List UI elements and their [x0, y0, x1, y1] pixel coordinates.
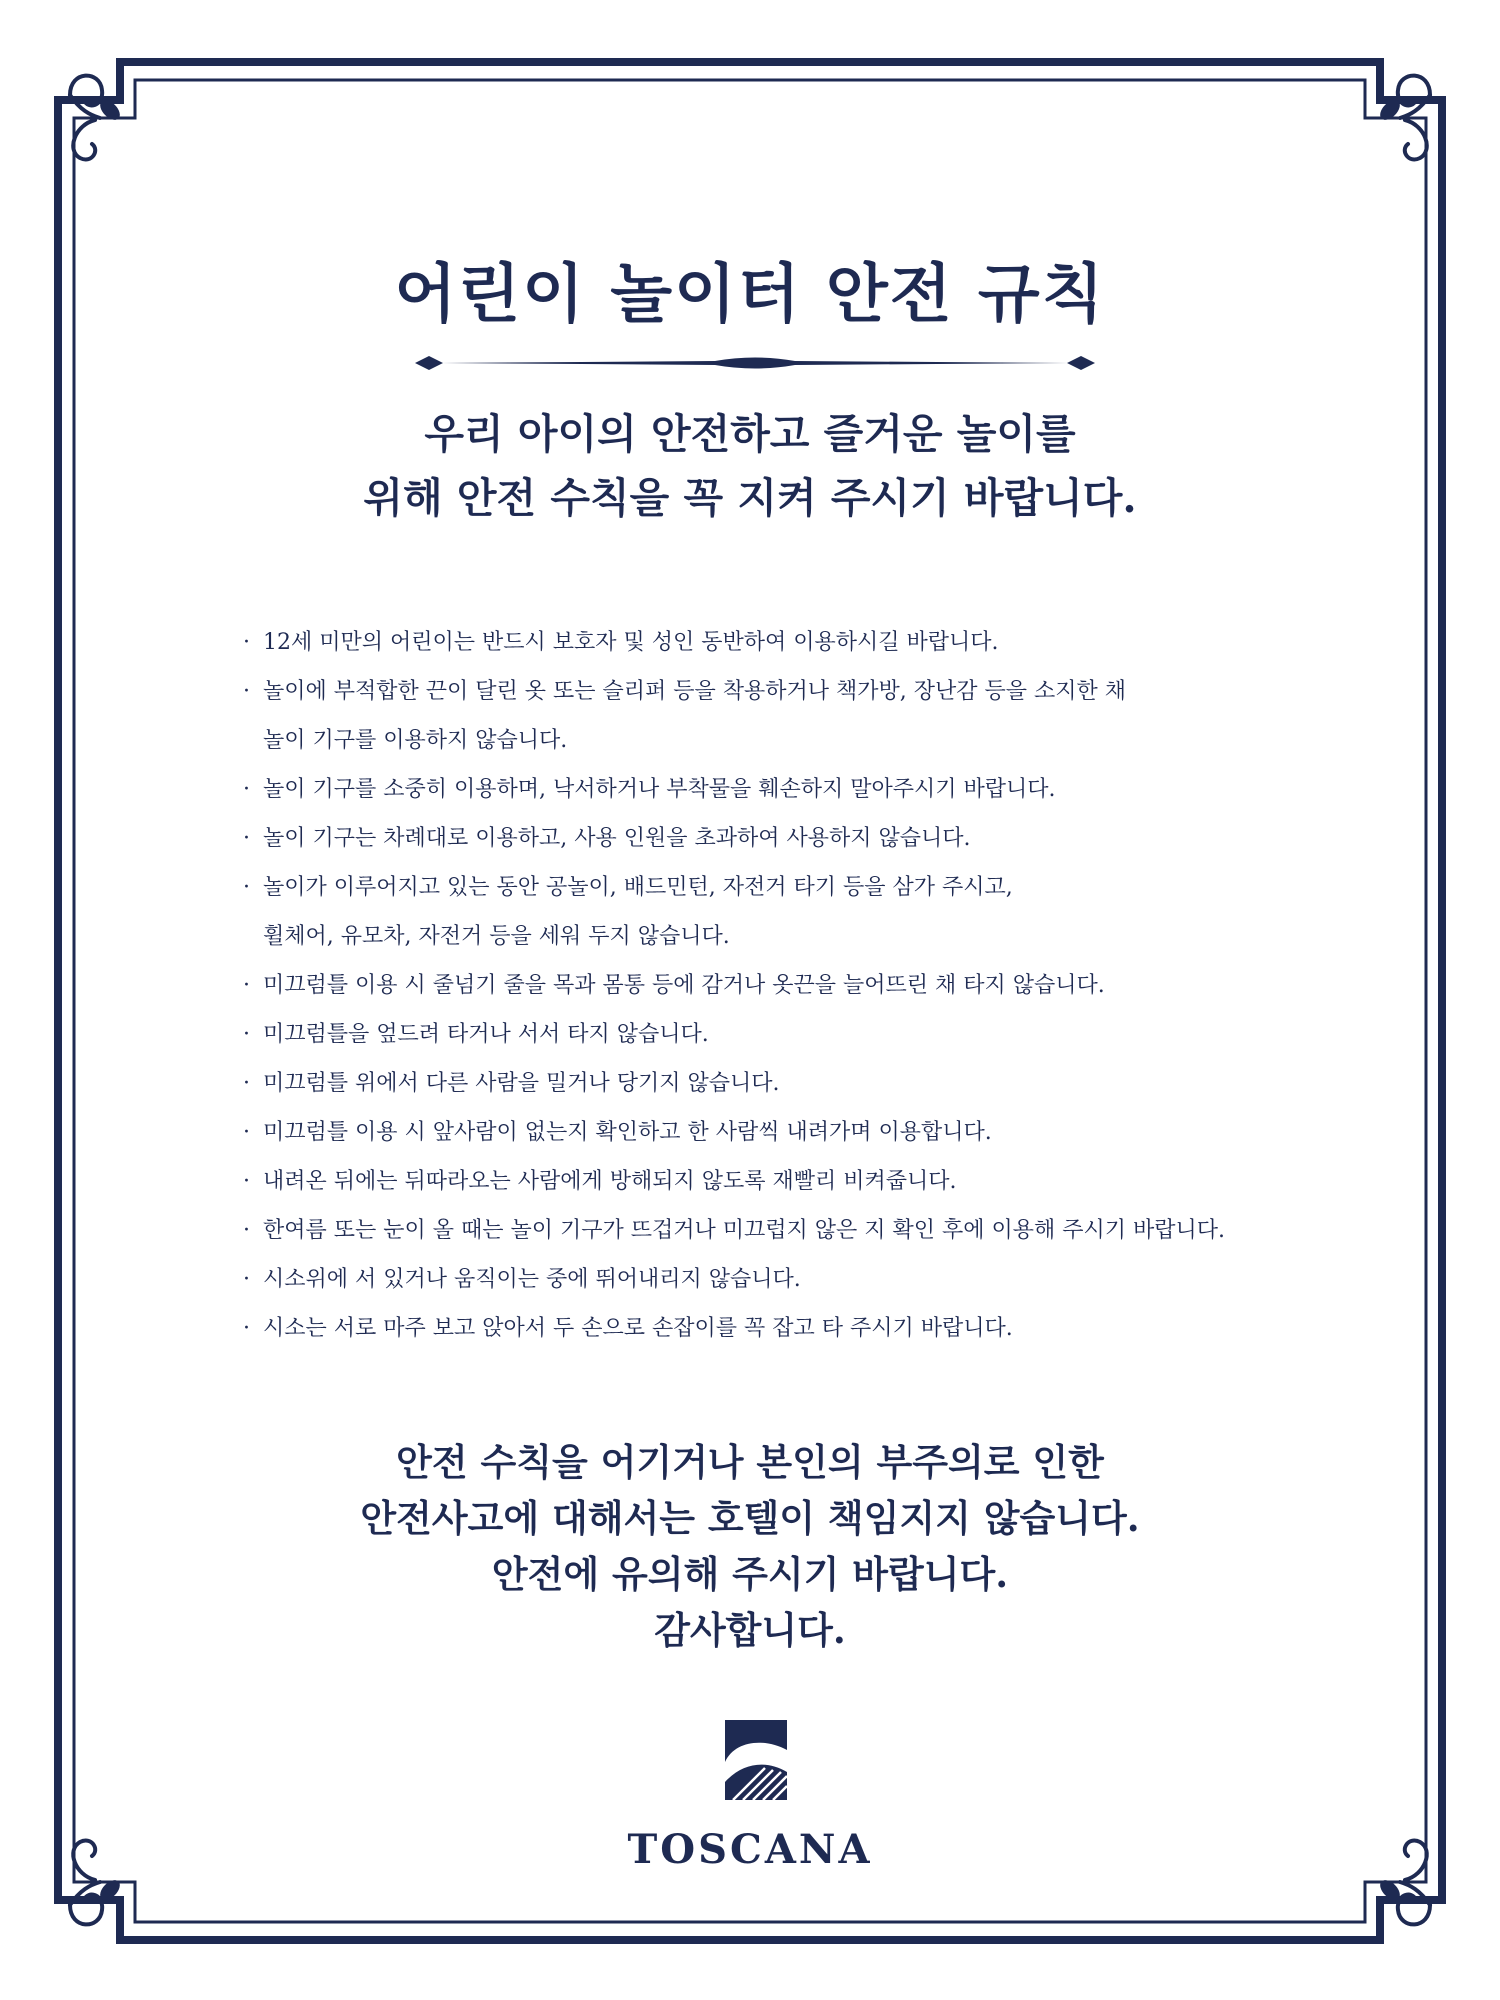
rule-text: 놀이 기구를 소중히 이용하며, 낙서하거나 부착물을 훼손하지 말아주시기 바랍니다.: [263, 777, 1056, 802]
page-title: 어린이 놀이터 안전 규칙: [394, 257, 1106, 332]
list-item: [243, 961, 1373, 1010]
bullet-icon: ·: [243, 1022, 250, 1047]
bullet-icon: ·: [243, 630, 250, 655]
rule-text: 시소는 서로 마주 보고 앉아서 두 손으로 손잡이를 꼭 잡고 타 주시기 바랍니다.: [263, 1316, 1013, 1341]
rule-text-continued: 놀이 기구를 이용하지 않습니다.: [263, 728, 568, 753]
rule-text: 내려온 뒤에는 뒤따라오는 사람에게 방해되지 않도록 재빨리 비켜줍니다.: [263, 1169, 957, 1194]
rule-text: 한여름 또는 눈이 올 때는 놀이 기구가 뜨겁거나 미끄럽지 않은 지 확인 후에 이용해 주시기 바랍니다.: [263, 1218, 1225, 1243]
closing-line: 안전에 유의해 주시기 바랍니다.: [491, 1552, 1009, 1596]
closing-line: 안전사고에 대해서는 호텔이 책임지지 않습니다.: [360, 1496, 1140, 1540]
bullet-icon: ·: [243, 1316, 250, 1341]
bullet-icon: ·: [243, 826, 250, 851]
list-item: [243, 863, 1373, 961]
list-item: [243, 1010, 1373, 1059]
list-item: [243, 618, 1373, 667]
list-item: [243, 1206, 1373, 1255]
rule-text: 12세 미만의 어린이는 반드시 보호자 및 성인 동반하여 이용하시길 바랍니다.: [263, 630, 999, 655]
bullet-icon: ·: [243, 1218, 250, 1243]
rule-text: 놀이에 부적합한 끈이 달린 옷 또는 슬리퍼 등을 착용하거나 책가방, 장난감 등을 소지한 채: [263, 679, 1126, 704]
closing-notice: [0, 1434, 1500, 1658]
list-item: [243, 1157, 1373, 1206]
list-item: [243, 1304, 1373, 1353]
list-item: [243, 1108, 1373, 1157]
subtitle-line: 위해 안전 수칙을 꼭 지켜 주시기 바랍니다.: [363, 474, 1137, 522]
list-item: [243, 814, 1373, 863]
bullet-icon: ·: [243, 1169, 250, 1194]
bullet-icon: ·: [243, 875, 250, 900]
bullet-icon: ·: [243, 1120, 250, 1145]
bullet-icon: ·: [243, 1071, 250, 1096]
rule-text: 놀이가 이루어지고 있는 동안 공놀이, 배드민턴, 자전거 타기 등을 삼가 주시고,: [263, 875, 1013, 900]
rule-text: 시소위에 서 있거나 움직이는 중에 뛰어내리지 않습니다.: [263, 1267, 801, 1292]
closing-line: 감사합니다.: [654, 1608, 846, 1652]
rule-text: 놀이 기구는 차례대로 이용하고, 사용 인원을 초과하여 사용하지 않습니다.: [263, 826, 971, 851]
rule-text: 미끄럼틀 이용 시 줄넘기 줄을 목과 몸통 등에 감거나 옷끈을 늘어뜨린 채 타지 않습니다.: [263, 973, 1105, 998]
rule-text-continued: 휠체어, 유모차, 자전거 등을 세워 두지 않습니다.: [263, 924, 730, 949]
list-item: [243, 1255, 1373, 1304]
rule-text: 미끄럼틀을 엎드려 타거나 서서 타지 않습니다.: [263, 1022, 709, 1047]
subtitle-line: 우리 아이의 안전하고 즐거운 놀이를: [424, 410, 1076, 458]
bullet-icon: ·: [243, 679, 250, 704]
list-item: [243, 1059, 1373, 1108]
rule-text: 미끄럼틀 이용 시 앞사람이 없는지 확인하고 한 사람씩 내려가며 이용합니다.: [263, 1120, 992, 1145]
rule-text: 미끄럼틀 위에서 다른 사람을 밀거나 당기지 않습니다.: [263, 1071, 780, 1096]
closing-line: 안전 수칙을 어기거나 본인의 부주의로 인한: [396, 1440, 1104, 1484]
list-item: [243, 667, 1373, 765]
safety-rules-list: [243, 618, 1373, 1353]
title-divider-ornament-icon: [415, 348, 1095, 378]
subtitle: [0, 402, 1500, 530]
bullet-icon: ·: [243, 777, 250, 802]
wave-square-logo-icon: [725, 1720, 787, 1800]
bullet-icon: ·: [243, 1267, 250, 1292]
bullet-icon: ·: [243, 973, 250, 998]
brand-name: TOSCANA: [627, 1826, 873, 1873]
list-item: [243, 765, 1373, 814]
